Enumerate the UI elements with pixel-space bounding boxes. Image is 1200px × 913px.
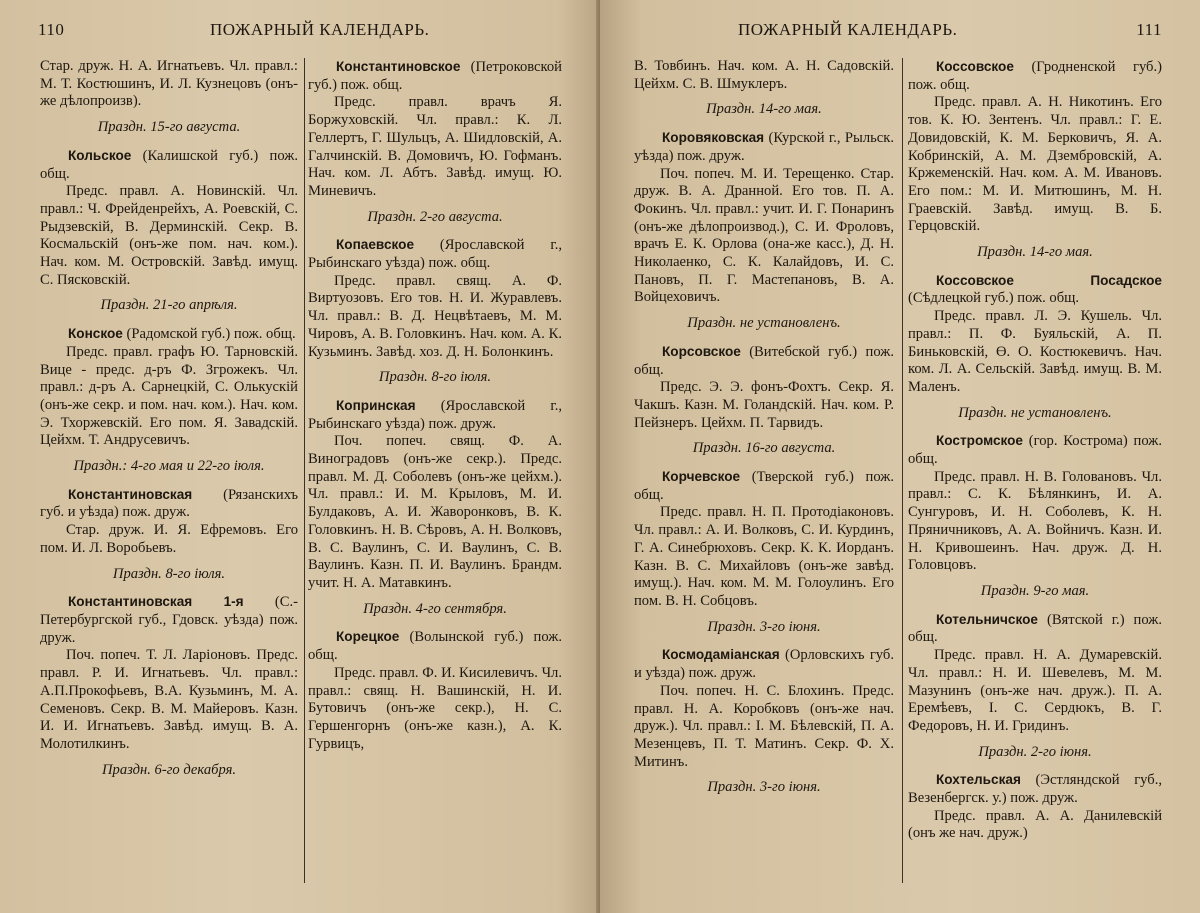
society-name: Константиновское	[336, 59, 461, 74]
society-location: (Орловскихъ губ. и уѣзда) пож. друж.	[634, 647, 894, 682]
feast-day: Праздн. 14-го мая.	[706, 101, 822, 118]
member-list: Поч. попеч. М. И. Терещенко. Стар. друж. В. А. Дранной. Его тов. П. А. Фокинъ. Чл. правл.: учит. И. Г. Понаринъ (онъ-же дѣлопроизвод.), С. И. Фроловъ, врачъ Е. К. Орлова (она-же касс.), Д. Н. Николаенко, С. К. Калайдовъ, И. С. Пановъ, П. Г. Мастепановъ, В. А. Войцеховичъ.	[634, 165, 894, 306]
society-entry	[908, 272, 1162, 423]
society-name: Корчевское	[662, 469, 741, 485]
society-name: Коссовское	[936, 59, 1014, 74]
column-rule	[902, 58, 903, 883]
running-title: ПОЖАРНЫЙ КАЛЕНДАРЬ.	[210, 20, 430, 39]
member-list: Предс. правл. Н. П. Протодіаконовъ. Чл. правл.: А. И. Волковъ, С. И. Курдинъ, Г. А. Синебрюховъ. Секр. К. К. Иорданъ. Казн. В. С. Михайловъ (онъ-же завѣд. имущ.). Нач. ком. М. М. Голоулинъ. Его пом. В. Н. Собцовъ.	[634, 504, 894, 609]
society-location: (Тверской губ.) пож. общ.	[634, 469, 894, 503]
society-name: Константиновская	[68, 486, 193, 502]
text-column	[908, 58, 1162, 891]
member-list: Предс. правл. Л. Э. Кушель. Чл. правл.: П. Ф. Буяльскій, А. П. Биньковскій, Ө. О. Костюкевичъ. Нач. ком. Л. А. Сельскій. Завѣд. имущ. В. М. Маленъ.	[908, 308, 1162, 395]
society-name: Котельничское	[936, 611, 1038, 627]
society-name: Копаевское	[336, 237, 414, 253]
society-entry	[908, 771, 1162, 843]
feast-day: Праздн. 9-го мая.	[980, 582, 1090, 599]
feast-day: Праздн. 14-го мая.	[977, 244, 1093, 261]
feast-day: Праздн. 8-го іюля.	[112, 565, 226, 582]
right-page	[600, 0, 1200, 913]
entry-heading	[40, 325, 298, 344]
society-location: (Ярославской г., Рыбинскаго уѣзда) пож. общ.	[308, 237, 562, 272]
feast-day: Праздн. не установленъ.	[958, 404, 1112, 421]
society-name: Корсовское	[662, 343, 741, 359]
society-location: (Ярославской г., Рыбинскаго уѣзда) пож. друж.	[308, 397, 562, 432]
entry-continuation: В. Товбинъ. Нач. ком. А. Н. Садовскій. Цейхм. С. В. Шмуклеръ.	[634, 58, 894, 92]
feast-day: Праздн. 8-го іюля.	[378, 369, 492, 386]
member-list: Предс. правл. свящ. А. Ф. Виртуозовъ. Его тов. Н. И. Журавлевъ. Чл. правл.: В. Д. Нецвѣтаевъ, М. М. Чировъ, А. В. Головкинъ. Нач. ком. А. К. Кузьминъ. Завѣд. хоз. Д. Н. Болонкинъ.	[308, 272, 562, 360]
society-entry	[40, 58, 298, 137]
feast-day: Праздн. 3-го іюня.	[707, 618, 821, 635]
society-entry	[40, 486, 298, 584]
feast-day: Праздн. 2-го іюня.	[978, 743, 1092, 760]
feast-day: Праздн. 15-го августа.	[97, 119, 241, 136]
page-number: 111	[1136, 20, 1162, 39]
entry-heading	[634, 468, 894, 504]
society-entry	[308, 236, 562, 387]
society-entry	[308, 58, 562, 226]
member-list: Предс. Э. Э. фонъ-Фохтъ. Секр. Я. Чакшъ. Казн. М. Голандскій. Нач. ком. Р. Пейзнеръ. Цейхм. П. Тарвидъ.	[634, 379, 894, 431]
society-name: Коссовское Посадское	[936, 272, 1162, 288]
society-location: (Волынской губ.) пож. общ.	[308, 629, 562, 664]
society-entry	[634, 646, 894, 797]
society-entry	[634, 58, 894, 119]
right-page-header	[636, 20, 1166, 46]
member-list: Поч. попеч. Т. Л. Ларіоновъ. Предс. правл. Р. И. Игнатьевъ. Чл. правл.: А.П.Прокофьевъ, В.А. Кузьминъ, М. А. Семеновъ. Секр. В. М. Майеровъ. Казн. И. И. Игнатьевъ. Завѣд. имущ. В. А. Молотилкинъ.	[40, 647, 298, 752]
society-entry	[40, 147, 298, 315]
member-list: Предс. правл. Н. А. Думаревскій. Чл. правл.: Н. И. Шевелевъ, М. М. Мазунинъ (онъ-же нач. друж.). П. А. Еремѣевъ, І. С. Сердюкъ, В. Г. Федоровъ, Н. И. Гридинъ.	[908, 647, 1162, 734]
society-location: (Гродненской губ.) пож. общ.	[908, 59, 1162, 93]
society-name: Конское	[68, 326, 123, 342]
entry-heading	[308, 58, 562, 94]
running-title: ПОЖАРНЫЙ КАЛЕНДАРЬ.	[738, 20, 958, 39]
member-list: Поч. попеч. свящ. Ф. А. Виноградовъ (онъ-же секр.). Предс. правл. М. Д. Соболевъ (онъ-же цейхм.). Чл. правл.: И. М. Крыловъ, М. И. Булдаковъ, А. И. Жаворонковъ, В. К. Головкинъ. Н. В. Сѣровъ, А. Н. Волковъ, В. С. Ваулинъ, С. И. Ваулинъ, С. В. Ваулинъ. Казн. П. И. Ваулинъ. Брандм. учит. Н. А. Матавкинъ.	[308, 433, 562, 591]
feast-day: Праздн. 6-го декабря.	[101, 761, 237, 778]
member-list: Предс. правл. А. Н. Никотинъ. Его тов. К. Ю. Зентенъ. Чл. правл.: Г. Е. Довидовскій, К. М. Берковичъ, Я. А. Кобринскій, А. М. Дзембровскій, А. Кржеменскій. Нач. ком. А. М. Ивановъ. Его пом.: М. И. Митюшинъ, М. Н. Граевскій. Завѣд. имущ. В. Б. Герцовскій.	[908, 94, 1162, 235]
entry-heading	[908, 432, 1162, 468]
society-name: Кохтельская	[936, 772, 1021, 788]
member-list: Стар. друж. И. Я. Ефремовъ. Его пом. И. Л. Воробьевъ.	[40, 522, 298, 556]
member-list: Предс. правл. графъ Ю. Тарновскій. Вице - предс. д-ръ Ф. Згрожекъ. Чл. правл.: д-ръ А. Сарнецкій, С. Олькускій (онъ-же секр. и пом. нач. ком.). Нач. ком. Э. Тхоржевскій. Его пом. Я. Завадскій. Цейхм. Т. Андрусевичъ.	[40, 343, 298, 449]
society-entry	[40, 593, 298, 779]
society-location: (Курской г., Рыльск. уѣзда) пож. друж.	[634, 130, 894, 164]
society-location: (Сѣдлецкой губ.) пож. общ.	[908, 290, 1080, 307]
entry-heading	[308, 397, 562, 433]
entry-heading	[308, 628, 562, 664]
entry-heading	[634, 646, 894, 682]
entry-heading	[40, 486, 298, 522]
society-name: Космодаміанская	[662, 647, 780, 663]
left-page-header	[38, 20, 568, 46]
entry-heading	[634, 343, 894, 379]
society-entry	[308, 628, 562, 753]
feast-day: Праздн.: 4-го мая и 22-го іюля.	[73, 458, 265, 475]
text-column	[40, 58, 298, 891]
society-location: (Петроковской губ.) пож. общ.	[308, 59, 562, 93]
society-name: Костромское	[936, 433, 1023, 449]
society-location: (С.-Петербургской губ., Гдовск. уѣзда) пож. друж.	[40, 594, 298, 646]
feast-day: Праздн. 2-го августа.	[367, 208, 503, 225]
feast-day: Праздн. не установленъ.	[687, 315, 841, 332]
society-location: (Калишской губ.) пож. общ.	[40, 147, 298, 182]
member-list: Предс. правл. врачъ Я. Боржуховскій. Чл. правл.: К. Л. Геллертъ, Г. Шульцъ, А. Шидловскій, А. Галчинскій. В. Домовичъ, Ю. Гофманъ. Нач. ком. Л. Абтъ. Завѣд. имущ. Ю. Миневичъ.	[308, 94, 562, 199]
member-list: Предс. правл. Н. В. Головановъ. Чл. правл.: С. К. Бѣлянкинъ, И. А. Сунгуровъ, И. Н. Соболевъ, К. Н. Пряничниковъ, А. А. Войничъ. Казн. И. Н. Кривошеинъ. Нач. друж. Д. Н. Головцовъ.	[908, 468, 1162, 574]
feast-day: Праздн. 21-го апрѣля.	[100, 297, 238, 314]
member-list: Предс. правл. А. Новинскій. Чл. правл.: Ч. Фрейденрейхъ, А. Роевскій, С. Рыдзевскій, В. Дерминскій. Секр. В. Космальскій (онъ-же пом. нач. ком.). Нач. ком. М. Островскій. Завѣд. имущ. С. Пясковскій.	[40, 183, 298, 288]
society-entry	[634, 129, 894, 333]
society-entry	[908, 58, 1162, 262]
entry-continuation: Стар. друж. Н. А. Игнатьевъ. Чл. правл.: М. Т. Костюшинъ, И. Л. Кузнецовъ (онъ-же дѣлопроизв).	[40, 58, 298, 110]
feast-day: Праздн. 16-го августа.	[692, 440, 836, 457]
society-entry	[634, 343, 894, 458]
society-location: (Витебской губ.) пож. общ.	[634, 343, 894, 378]
society-location: (Эстляндской губ., Везенбергск. у.) пож. друж.	[908, 772, 1162, 807]
feast-day: Праздн. 3-го іюня.	[707, 779, 821, 796]
society-location: (Радомской губ.) пож. общ.	[126, 326, 296, 343]
society-name: Копринская	[336, 397, 416, 413]
page-number: 110	[38, 20, 65, 39]
society-name: Коровяковская	[662, 130, 765, 146]
society-entry	[908, 432, 1162, 600]
society-name: Константиновская 1-я	[68, 594, 244, 610]
feast-day: Праздн. 4-го сентября.	[363, 600, 507, 617]
society-entry	[908, 611, 1162, 762]
entry-heading	[908, 771, 1162, 807]
society-location: (Вятской г.) пож. общ.	[908, 611, 1162, 646]
member-list: Предс. правл. А. А. Данилевскій (онъ же нач. друж.)	[908, 807, 1162, 842]
member-list: Поч. попеч. Н. С. Блохинъ. Предс. правл. Н. А. Коробковъ (онъ-же нач. друж.). Чл. правл.: І. М. Бѣлевскій, П. А. Мезенцевъ, П. Т. Матинъ. Секр. Ф. Х. Митинъ.	[634, 682, 894, 770]
society-entry	[40, 325, 298, 476]
entry-heading	[908, 272, 1162, 308]
entry-heading	[40, 593, 298, 647]
entry-heading	[634, 129, 894, 165]
entry-heading	[308, 236, 562, 272]
entry-heading	[908, 611, 1162, 647]
society-location: (Рязанскихъ губ. и уѣзда) пож. друж.	[40, 486, 298, 521]
entry-heading	[40, 147, 298, 183]
column-rule	[304, 58, 305, 883]
text-column	[308, 58, 562, 891]
society-name: Корецкое	[336, 629, 400, 645]
member-list: Предс. правл. Ф. И. Кисилевичъ. Чл. правл.: свящ. Н. Вашинскій, Н. И. Бутовичъ (онъ-же секр.), Н. С. Гершенгорнъ (онъ-же казн.), А. К. Гурвицъ,	[308, 664, 562, 752]
text-column	[634, 58, 894, 891]
society-name: Кольское	[68, 147, 132, 163]
society-location: (гор. Кострома) пож. общ.	[908, 433, 1162, 468]
entry-heading	[908, 58, 1162, 94]
society-entry	[634, 468, 894, 636]
society-entry	[308, 397, 562, 618]
